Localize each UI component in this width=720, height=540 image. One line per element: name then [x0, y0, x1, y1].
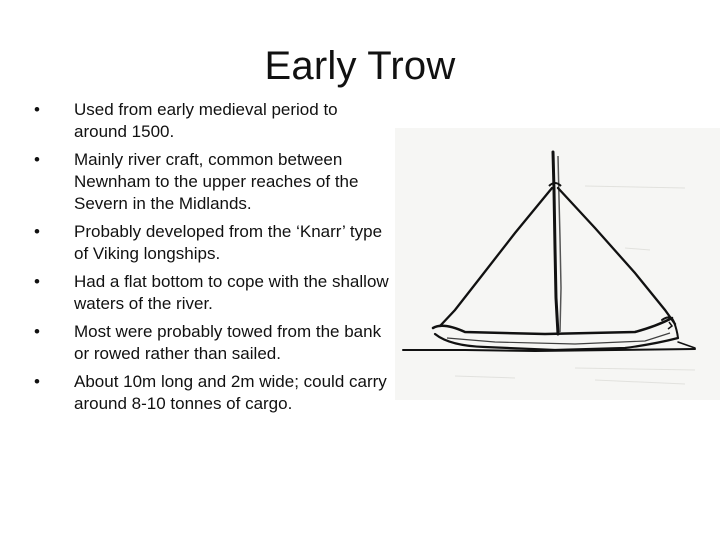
- bullet-item: [34, 321, 394, 365]
- bullet-text: Had a flat bottom to cope with the shallow waters of the river.: [74, 272, 389, 313]
- bullet-dot-icon: •: [34, 372, 40, 391]
- bullet-list: [34, 99, 394, 415]
- bullet-dot-icon: •: [34, 222, 40, 241]
- bullet-dot-icon: •: [34, 322, 40, 341]
- trow-boat-sketch-icon: [395, 128, 720, 400]
- bullet-item: [34, 99, 394, 143]
- trow-boat-illustration: [395, 128, 720, 400]
- bullet-item: [34, 371, 394, 415]
- page-title: Early Trow: [264, 44, 456, 88]
- bullet-dot-icon: •: [34, 150, 40, 169]
- bullet-text: Most were probably towed from the bank or rowed rather than sailed.: [74, 322, 382, 363]
- bullet-text: Mainly river craft, common between Newnham to the upper reaches of the Severn in the Midlands.: [74, 150, 359, 213]
- bullet-dot-icon: •: [34, 100, 40, 119]
- bullet-item: [34, 149, 394, 215]
- bullet-item: [34, 271, 394, 315]
- bullet-text: About 10m long and 2m wide; could carry around 8-10 tonnes of cargo.: [74, 372, 387, 413]
- bullet-dot-icon: •: [34, 272, 40, 291]
- bullet-text: Used from early medieval period to around 1500.: [74, 100, 338, 141]
- bullet-item: [34, 221, 394, 265]
- bullet-text: Probably developed from the ‘Knarr’ type of Viking longships.: [74, 222, 383, 263]
